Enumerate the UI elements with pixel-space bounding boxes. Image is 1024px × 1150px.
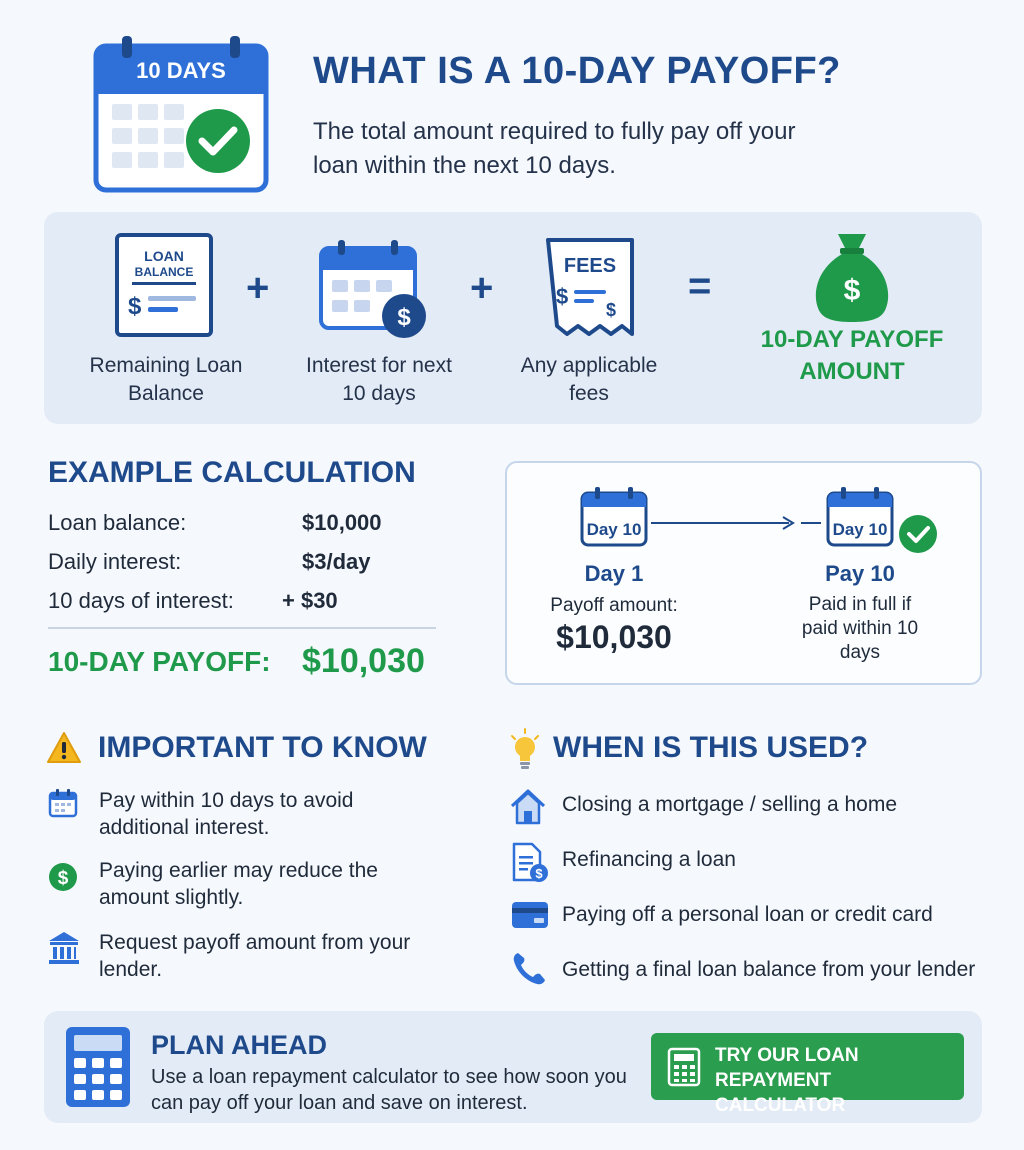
fees-icon-text: FEES bbox=[563, 255, 617, 277]
money-bag-icon bbox=[812, 230, 892, 324]
important-title: IMPORTANT TO KNOW bbox=[98, 731, 427, 764]
example-row-label: 10 days of interest: bbox=[48, 588, 234, 613]
timeline-arrow bbox=[649, 513, 827, 533]
important-item: Pay within 10 days to avoid additional interest. bbox=[99, 789, 354, 839]
example-divider bbox=[48, 627, 436, 629]
important-item: Paying earlier may reduce the amount slightly. bbox=[99, 859, 378, 909]
calendar-icon bbox=[48, 788, 78, 818]
example-row-value: $3/day bbox=[302, 549, 371, 574]
example-total-value: $10,030 bbox=[302, 642, 425, 680]
formula-label-loan-balance: Remaining Loan Balance bbox=[89, 354, 243, 405]
start-calendar-icon bbox=[579, 485, 649, 549]
calendar-check-icon bbox=[92, 34, 270, 196]
lightbulb-icon bbox=[508, 728, 542, 770]
timeline-start-subtitle: Payoff amount: bbox=[550, 595, 678, 616]
when-used-item: Getting a final loan balance from your lender bbox=[562, 958, 976, 981]
dollar-circle-icon bbox=[48, 862, 78, 892]
dollar-circle-symbol: $ bbox=[57, 868, 69, 889]
credit-card-icon bbox=[510, 900, 550, 930]
document-dollar-symbol: $ bbox=[535, 866, 543, 881]
example-row-label: Loan balance: bbox=[48, 510, 187, 535]
loan-statement-icon bbox=[114, 232, 216, 338]
plan-title: PLAN AHEAD bbox=[151, 1030, 328, 1060]
example-title: EXAMPLE CALCULATION bbox=[48, 456, 416, 489]
loan-icon-dollar: $ bbox=[128, 293, 142, 320]
warning-icon bbox=[46, 731, 82, 765]
calendar-label: 10 DAYS bbox=[136, 58, 226, 83]
example-row-label: Daily interest: bbox=[48, 549, 182, 574]
cta-button-label: TRY OUR LOAN REPAYMENT CALCULATOR bbox=[715, 1045, 859, 1116]
plan-description: Use a loan repayment calculator to see how soon you can pay off your loan and save on interest. bbox=[151, 1066, 627, 1114]
equals-operator: = bbox=[688, 264, 712, 308]
money-bag-dollar: $ bbox=[843, 274, 861, 307]
phone-icon bbox=[510, 950, 548, 988]
check-circle-icon bbox=[897, 513, 939, 555]
page-title: WHAT IS A 10-DAY PAYOFF? bbox=[313, 50, 841, 92]
example-total-label: 10-DAY PAYOFF: bbox=[48, 646, 271, 677]
bank-icon bbox=[47, 930, 81, 966]
end-calendar-label: Day 10 bbox=[832, 520, 888, 539]
document-dollar-icon bbox=[510, 842, 550, 884]
timeline-end-description: Paid in full if paid within 10 days bbox=[801, 594, 919, 663]
timeline-card bbox=[505, 461, 982, 685]
timeline-start-amount: $10,030 bbox=[556, 619, 672, 655]
calculator-button-icon bbox=[667, 1047, 701, 1087]
calendar-dollar-symbol: $ bbox=[397, 304, 411, 331]
when-used-title: WHEN IS THIS USED? bbox=[553, 731, 869, 764]
start-calendar-label: Day 10 bbox=[586, 520, 642, 539]
timeline-end-title: Pay 10 bbox=[825, 561, 895, 586]
formula-label-fees: Any applicable fees bbox=[520, 354, 658, 405]
page-description: The total amount required to fully pay off your loan within the next 10 days. bbox=[313, 118, 796, 179]
end-calendar-icon bbox=[825, 485, 895, 549]
loan-icon-text-1: LOAN bbox=[144, 248, 184, 264]
fees-receipt-icon bbox=[544, 236, 636, 346]
plus-operator-2: + bbox=[470, 266, 494, 310]
example-row-value: + $30 bbox=[282, 588, 338, 613]
timeline-start-title: Day 1 bbox=[584, 561, 644, 586]
when-used-item: Closing a mortgage / selling a home bbox=[562, 793, 898, 816]
fees-icon-dollar-2: $ bbox=[606, 300, 617, 320]
calculator-icon bbox=[64, 1025, 132, 1109]
calendar-dollar-icon bbox=[316, 238, 436, 342]
formula-label-interest: Interest for next 10 days bbox=[306, 354, 452, 405]
formula-result-label: 10-DAY PAYOFF AMOUNT bbox=[760, 326, 944, 385]
fees-icon-dollar-1: $ bbox=[556, 284, 569, 309]
example-row-value: $10,000 bbox=[302, 510, 382, 535]
house-icon bbox=[508, 786, 548, 826]
plus-operator-1: + bbox=[246, 266, 270, 310]
when-used-item: Refinancing a loan bbox=[562, 848, 736, 871]
when-used-item: Paying off a personal loan or credit card bbox=[562, 903, 933, 926]
loan-icon-text-2: BALANCE bbox=[134, 265, 194, 279]
formula-panel bbox=[44, 212, 982, 424]
calculator-cta-button[interactable] bbox=[651, 1033, 964, 1116]
important-item: Request payoff amount from your lender. bbox=[99, 931, 411, 981]
